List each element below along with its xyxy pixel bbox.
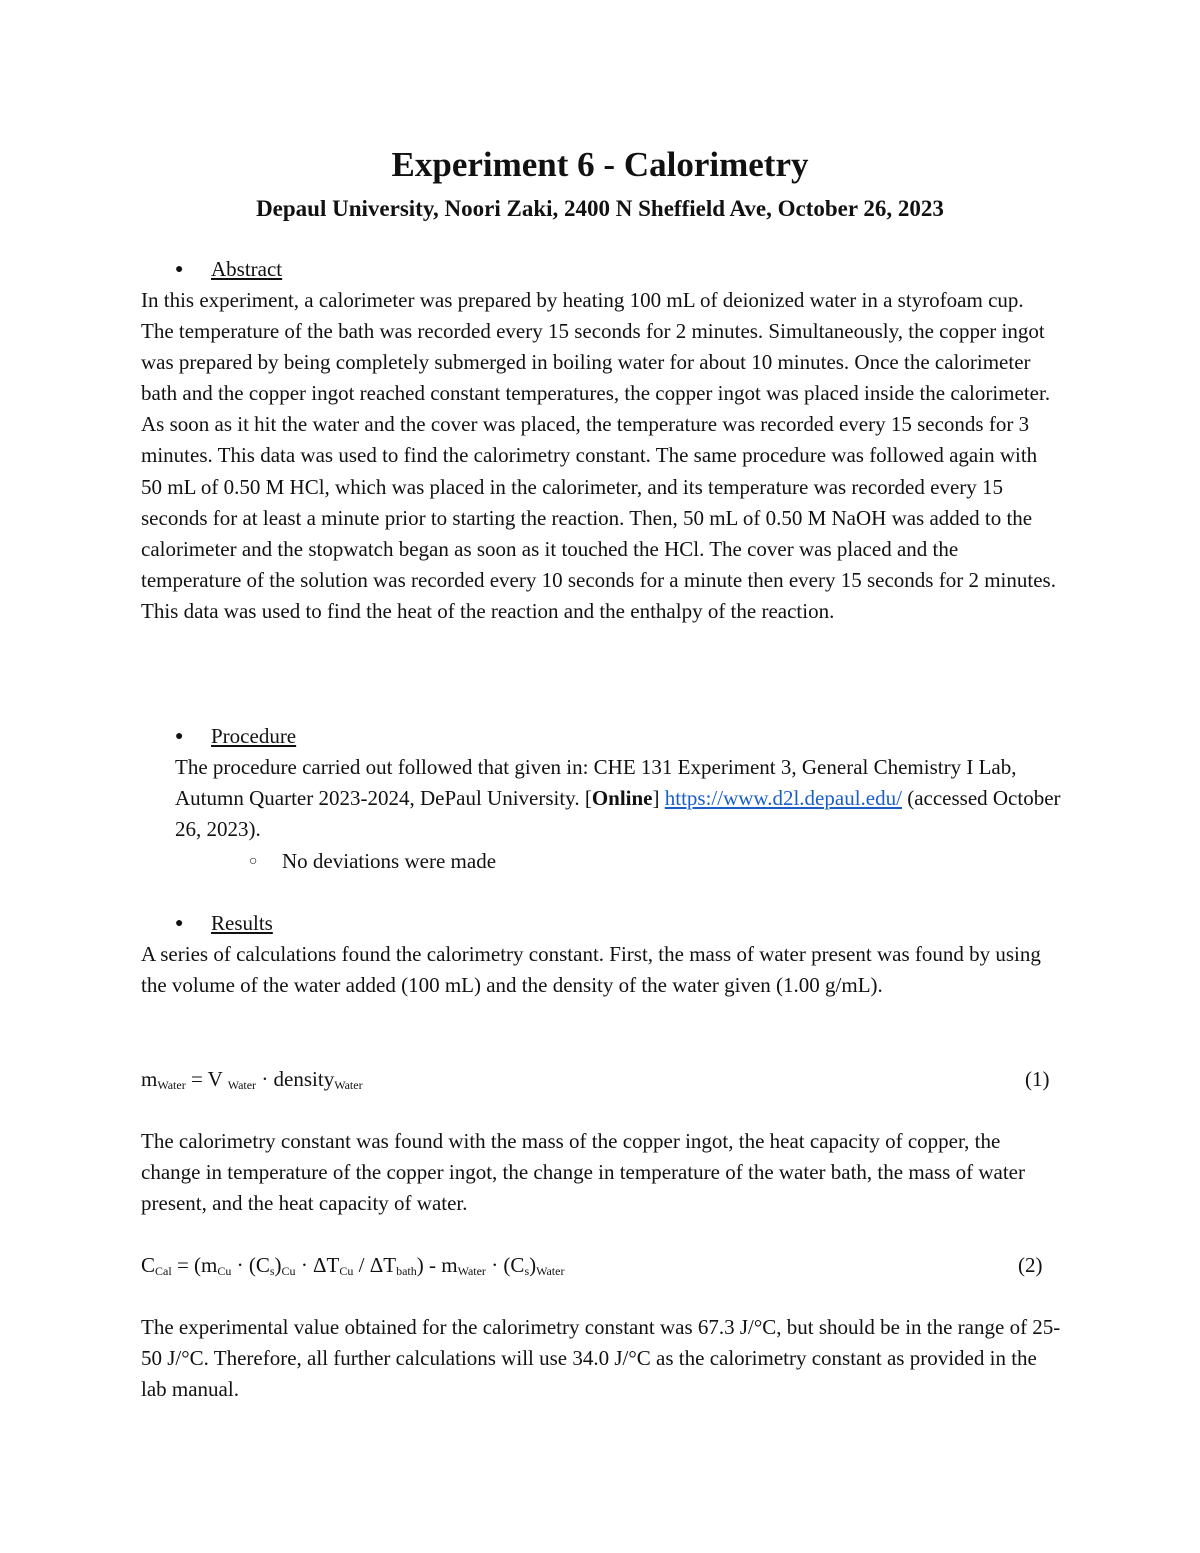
- procedure-text-after: (accessed October 26, 2023).: [175, 786, 1061, 842]
- bullet-icon: ●: [175, 916, 184, 931]
- circle-bullet-icon: ○: [249, 854, 258, 869]
- page-subtitle: Depaul University, Noori Zaki, 2400 N Sheffield Ave, October 26, 2023: [256, 196, 944, 221]
- bullet-icon: ●: [175, 262, 184, 277]
- equation-1: $m_{Water} = V$ $_{Water}$ · density$_{Water}$: [141, 1067, 363, 1092]
- procedure-heading: Procedure: [211, 724, 297, 748]
- equation-2-number: (2): [1018, 1253, 1043, 1277]
- procedure-sub-item: No deviations were made: [282, 849, 497, 873]
- equation-2: $C_{Cal} = (m_{Cu} \cdot (C_s)_{Cu} \cdot \Delta T_{Cu} / \Delta T_{bath}) - m_{Water} \cdot (C_s)_{Water}$: [141, 1253, 565, 1278]
- procedure-text-before: The procedure carried out followed that given in: CHE 131 Experiment 3, General Chemistry I Lab, Autumn Quarter 2023-2024, DePaul University. [: [175, 755, 1017, 811]
- results-intro: A series of calculations found the calorimetry constant. First, the mass of water present was found by using the volume of the water added (100 mL) and the density of the water given (1.00 g/mL).: [141, 942, 1041, 998]
- procedure-text-mid: ]: [652, 786, 665, 811]
- online-label: Online: [591, 786, 653, 811]
- page-title: Experiment 6 - Calorimetry: [391, 145, 809, 184]
- results-para3: The experimental value obtained for the calorimetry constant was 67.3 J/°C, but should be in the range of 25-50 J/°C. Therefore, all further calculations will use 34.0 J/°C as the calorimetry constant as provided in the lab manual.: [141, 1315, 1061, 1402]
- abstract-text: In this experiment, a calorimeter was prepared by heating 100 mL of deionized water in a styrofoam cup. The temperature of the bath was recorded every 15 seconds for 2 minutes. Simultaneously, the copper ingot was prepared by being completely submerged in boiling water for about 10 minutes. Once the calorimeter bath and the copper ingot reached constant temperatures, the copper ingot was placed inside the calorimeter. As soon as it hit the water and the cover was placed, the temperature was recorded every 15 seconds for 3 minutes. This data was used to find the calorimetry constant. The same procedure was followed again with 50 mL of 0.50 M HCl, which was placed in the calorimeter, and its temperature was recorded every 15 seconds for at least a minute prior to starting the reaction. Then, 50 mL of 0.50 M NaOH was added to the calorimeter and the stopwatch began as soon as it touched the HCl. The cover was placed and the temperature of the solution was recorded every 10 seconds for a minute then every 15 seconds for 2 minutes. This data was used to find the heat of the reaction and the enthalpy of the reaction.: [141, 288, 1056, 623]
- bullet-icon: ●: [175, 729, 184, 744]
- results-heading: Results: [211, 911, 273, 935]
- abstract-heading: Abstract: [211, 257, 283, 281]
- equation-1-number: (1): [1025, 1067, 1050, 1091]
- procedure-text: [175, 752, 1065, 845]
- results-para2: The calorimetry constant was found with the mass of the copper ingot, the heat capacity of copper, the change in temperature of the copper ingot, the change in temperature of the water bath, the mass of water present, and the heat capacity of water.: [141, 1129, 1025, 1216]
- d2l-link[interactable]: https://www.d2l.depaul.edu/: [664, 786, 902, 811]
